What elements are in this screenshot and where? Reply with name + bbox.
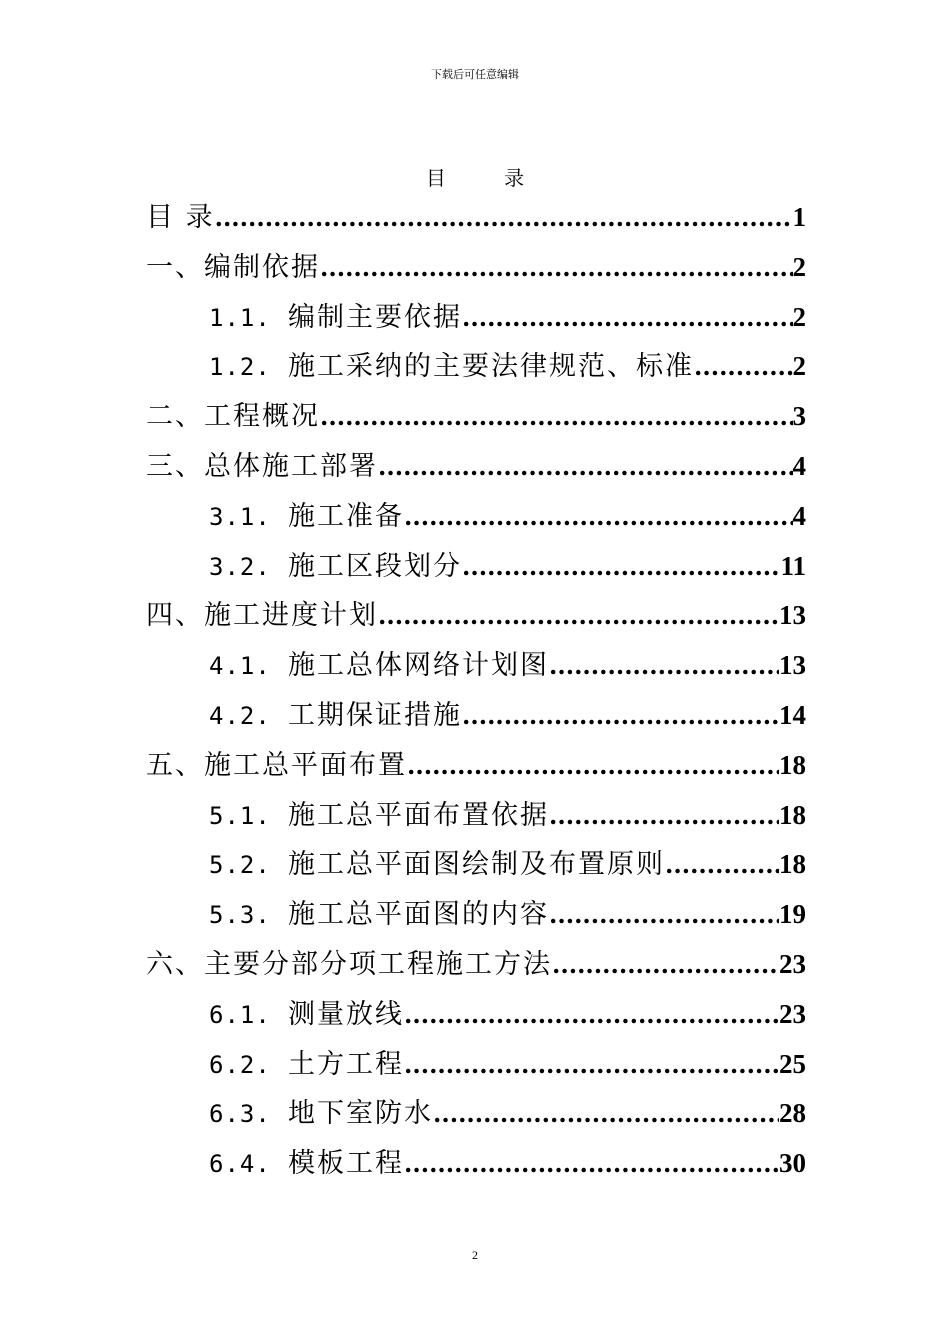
toc-entry-label: 四、施工进度计划 <box>146 600 378 632</box>
toc-entry-label: 工期保证措施 <box>288 699 462 731</box>
toc-entry-page: 28 <box>779 1098 806 1129</box>
toc-entry-label: 编制主要依据 <box>288 301 462 333</box>
toc-entry-label: 施工总平面布置依据 <box>288 799 549 831</box>
toc-entry-page: 23 <box>779 998 806 1029</box>
toc-dot-leader <box>404 492 793 542</box>
toc-entry[interactable] <box>146 1040 806 1090</box>
toc-entry-number: 1.2. <box>209 353 271 382</box>
toc-entry-page: 4 <box>792 450 806 481</box>
toc-entry-page: 19 <box>779 899 806 930</box>
toc-dot-leader <box>404 1040 779 1090</box>
toc-entry[interactable] <box>146 442 806 492</box>
toc-entry-label: 施工总平面图绘制及布置原则 <box>288 849 665 881</box>
toc-dot-leader <box>552 940 779 990</box>
toc-entry-page: 3 <box>792 401 806 432</box>
toc-entry[interactable] <box>146 741 806 791</box>
toc-dot-leader <box>549 641 779 691</box>
toc-entry-label: 模板工程 <box>288 1148 404 1180</box>
toc-entry-page: 1 <box>792 202 806 232</box>
toc-dot-leader <box>320 243 793 293</box>
toc-entry-label: 一、编制依据 <box>146 251 320 283</box>
toc-entry-number: 6.1. <box>209 1000 271 1029</box>
toc-entry-page: 23 <box>779 948 806 979</box>
toc-entry[interactable] <box>146 791 806 841</box>
toc-entry-number: 6.2. <box>209 1050 271 1079</box>
toc-entry-number: 1.1. <box>209 303 271 332</box>
toc-entry[interactable] <box>146 591 806 641</box>
toc-entry-label: 施工总体网络计划图 <box>288 650 549 682</box>
toc-entry-page: 4 <box>792 500 806 531</box>
toc-entry-page: 13 <box>779 600 806 631</box>
toc-dot-leader <box>694 342 793 392</box>
toc-entry-number: 5.2. <box>209 851 271 880</box>
toc-entry[interactable] <box>146 243 806 293</box>
toc-entry[interactable] <box>146 342 806 392</box>
toc-entry-number: 6.4. <box>209 1150 271 1179</box>
page-number: 2 <box>472 1248 478 1262</box>
toc-entry-label: 三、总体施工部署 <box>146 450 378 482</box>
toc-entry-label: 施工总平面图的内容 <box>288 899 549 931</box>
toc-entry[interactable] <box>146 990 806 1040</box>
toc-entry[interactable] <box>146 641 806 691</box>
toc-dot-leader <box>407 741 779 791</box>
toc-entry-label: 施工准备 <box>288 500 404 532</box>
toc-entry-page: 14 <box>779 699 806 730</box>
toc-entry-page: 18 <box>779 749 806 780</box>
toc-entry[interactable] <box>146 840 806 890</box>
toc-entry-page: 25 <box>779 1048 806 1079</box>
toc-entry-page: 11 <box>780 550 806 581</box>
toc-entry-label: 五、施工总平面布置 <box>146 749 407 781</box>
toc-entry[interactable] <box>146 392 806 442</box>
toc-entry[interactable] <box>146 492 806 542</box>
table-of-contents <box>146 193 806 1189</box>
toc-entry-page: 30 <box>779 1148 806 1179</box>
toc-entry[interactable] <box>146 940 806 990</box>
toc-entry-number: 6.3. <box>209 1100 271 1129</box>
toc-entry-page: 13 <box>779 650 806 681</box>
toc-entry-label: 二、工程概况 <box>146 401 320 433</box>
toc-dot-leader <box>549 890 779 940</box>
toc-dot-leader <box>433 1089 779 1139</box>
toc-dot-leader <box>462 542 780 592</box>
toc-entry-label: 六、主要分部分项工程施工方法 <box>146 948 552 980</box>
toc-dot-leader <box>462 293 793 343</box>
toc-entry-number: 4.2. <box>209 701 271 730</box>
toc-dot-leader <box>378 591 779 641</box>
toc-dot-leader <box>215 193 793 243</box>
toc-dot-leader <box>404 1139 779 1189</box>
toc-entry-label: 地下室防水 <box>288 1098 433 1130</box>
toc-dot-leader <box>378 442 793 492</box>
toc-entry[interactable] <box>146 1139 806 1189</box>
toc-entry-page: 2 <box>792 351 806 382</box>
toc-entry-label: 施工区段划分 <box>288 550 462 582</box>
page-header: 下载后可任意编辑 <box>431 68 519 81</box>
toc-dot-leader <box>462 691 779 741</box>
toc-entry-label: 目 录 <box>146 202 215 233</box>
toc-entry-label: 测量放线 <box>288 998 404 1030</box>
toc-entry-page: 18 <box>779 849 806 880</box>
toc-entry[interactable] <box>146 542 806 592</box>
toc-dot-leader <box>320 392 793 442</box>
toc-entry[interactable] <box>146 293 806 343</box>
toc-entry-page: 18 <box>779 799 806 830</box>
toc-entry-number: 5.3. <box>209 901 271 930</box>
toc-entry-number: 3.2. <box>209 552 271 581</box>
toc-dot-leader <box>404 990 779 1040</box>
toc-entry-number: 3.1. <box>209 502 271 531</box>
toc-entry-page: 2 <box>792 251 806 282</box>
toc-entry[interactable] <box>146 691 806 741</box>
toc-entry[interactable] <box>146 193 806 243</box>
toc-heading: 目 录 <box>425 166 551 190</box>
toc-entry-number: 4.1. <box>209 652 271 681</box>
toc-dot-leader <box>549 791 779 841</box>
toc-entry[interactable] <box>146 1089 806 1139</box>
toc-dot-leader <box>665 840 779 890</box>
toc-entry-label: 施工采纳的主要法律规范、标准 <box>288 351 694 383</box>
toc-entry-label: 土方工程 <box>288 1048 404 1080</box>
toc-entry-page: 2 <box>792 301 806 332</box>
toc-entry[interactable] <box>146 890 806 940</box>
toc-entry-number: 5.1. <box>209 801 271 830</box>
